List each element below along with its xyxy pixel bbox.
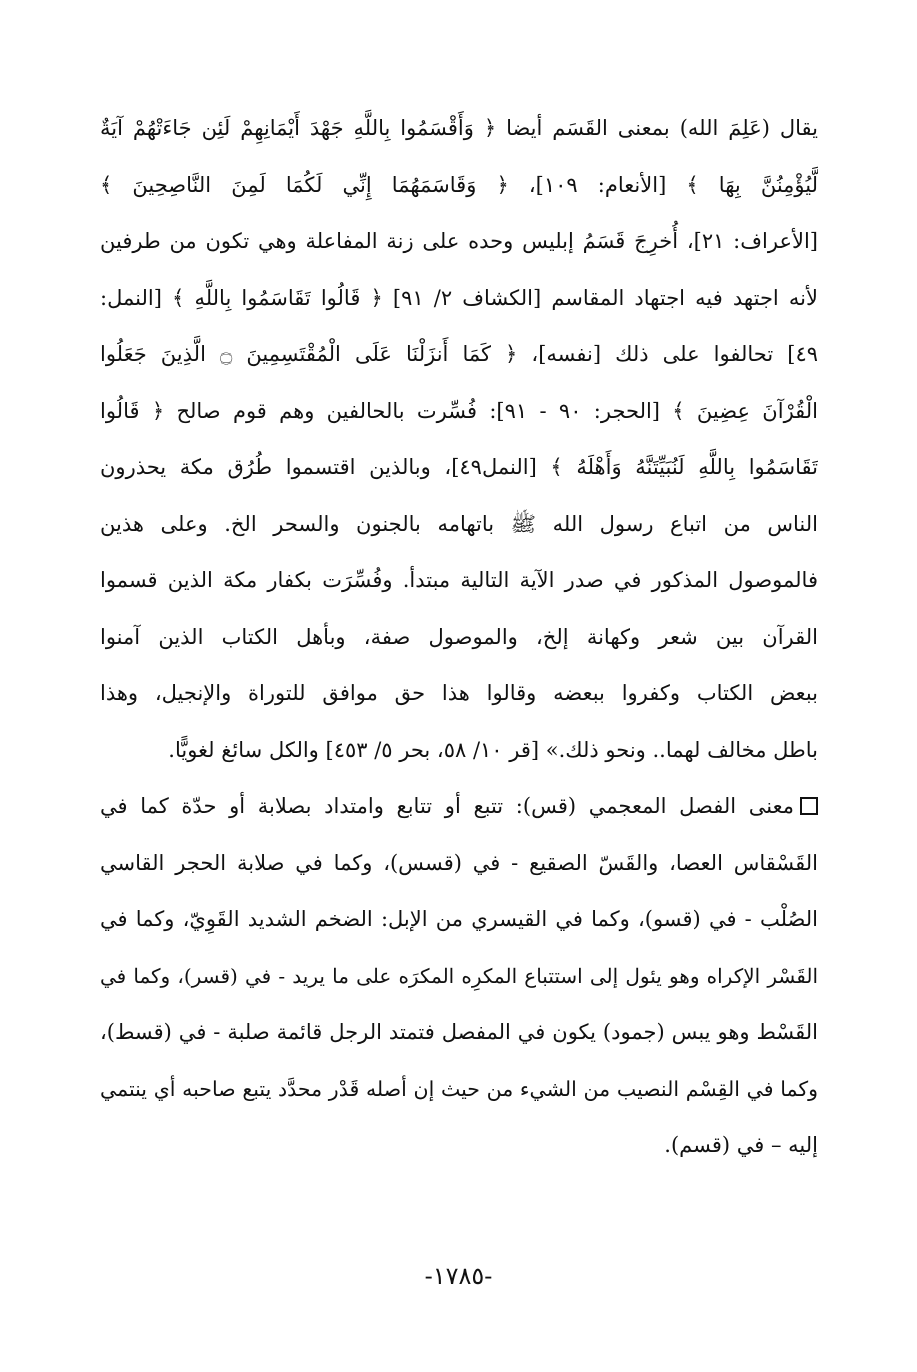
text-line: القرآن بين شعر وكهانة إلخ، والموصول صفة، وبأهل الكتاب الذين آمنوا: [100, 624, 818, 649]
text-line: [الأعراف: ٢١]، أُخرِجَ قَسَمُ إبليس وحده على زنة المفاعلة وهي تكون من طرفين: [100, 229, 818, 253]
page-number: -١٧٨٥-: [424, 1262, 493, 1290]
text-line: معنى الفصل المعجمي (قس): تتبع أو تتابع وامتداد بصلابة أو حدّة كما في: [100, 794, 794, 818]
text-line: القَسْقاس العصا، والقَسّ الصقيع - في (قسس)، وكما في صلابة الحجر القاسي: [100, 850, 818, 875]
text-line: وكما في القِسْم النصيب من الشيء من حيث إن أصله قَدْر محدَّد يتبع صاحبه أي ينتمي: [100, 1076, 818, 1101]
square-box-icon: [800, 797, 818, 815]
text-line: تَقَاسَمُوا بِاللَّهِ لَنُبَيِّتَنَّهُ وَأَهْلَهُ ﴾ [النمل٤٩]، وبالذين اقتسموا طُرُق مكة يحذرون: [100, 455, 818, 479]
text-line: الصُلْب - في (قسو)، وكما في القيسري من الإبل: الضخم الشديد القَوِيّ، وكما في: [100, 907, 818, 931]
text-line: لأنه اجتهد فيه اجتهاد المقاسم [الكشاف ٢/ ٩١] ﴿ قَالُوا تَقَاسَمُوا بِاللَّهِ ﴾ [النمل:: [100, 285, 818, 310]
text-line: باطل مخالف لهما.. ونحو ذلك.» [قر ١٠/ ٥٨، بحر ٥/ ٤٥٣] والكل سائغ لغويًّا.: [168, 737, 818, 762]
text-line: ببعض الكتاب وكفروا ببعضه وقالوا هذا حق موافق للتوراة والإنجيل، وهذا: [100, 681, 818, 705]
paragraph-1: [100, 100, 818, 778]
text-line: القَسْط وهو يبس (جمود) يكون في المفصل فتمتد الرجل قائمة صلبة - في (قسط)،: [100, 1020, 818, 1044]
text-line: الناس من اتباع رسول الله ﷺ باتهامه بالجنون والسحر الخ. وعلى هذين: [100, 511, 818, 536]
text-line: القَسْر الإكراه وهو يئول إلى استتباع المكرِه المكرَه على ما يريد - في (قسر)، وكما في: [100, 963, 818, 988]
paragraph-2: [100, 778, 818, 1174]
text-line: يقال (عَلِمَ الله) بمعنى القَسَم أيضا ﴿ وَأَقْسَمُوا بِاللَّهِ جَهْدَ أَيْمَانِهِمْ لَئِن جَاءَتْهُمْ آيَةٌ: [100, 116, 818, 140]
page-body: [100, 100, 818, 1174]
text-line: ٤٩] تحالفوا على ذلك [نفسه]، ﴿ كَمَا أَنزَلْنَا عَلَى الْمُقْتَسِمِينَ ۝ الَّذِينَ جَعَلُوا: [100, 342, 818, 366]
text-line: فالموصول المذكور في صدر الآية التالية مبتدأ. وفُسِّرَت بكفار مكة الذين قسموا: [100, 568, 818, 592]
text-line: لَّيُؤْمِنُنَّ بِهَا ﴾ [الأنعام: ١٠٩]، ﴿ وَقَاسَمَهُمَا إِنِّي لَكُمَا لَمِنَ النَّاصِحِينَ ﴾: [100, 172, 818, 197]
text-line-with-marker: [100, 778, 818, 835]
text-line: الْقُرْآنَ عِضِينَ ﴾ [الحجر: ٩٠ - ٩١]: فُسِّرت بالحالفين وهم قوم صالح ﴿ قَالُوا: [100, 398, 818, 423]
text-line: إليه – في (قسم).: [664, 1133, 818, 1157]
